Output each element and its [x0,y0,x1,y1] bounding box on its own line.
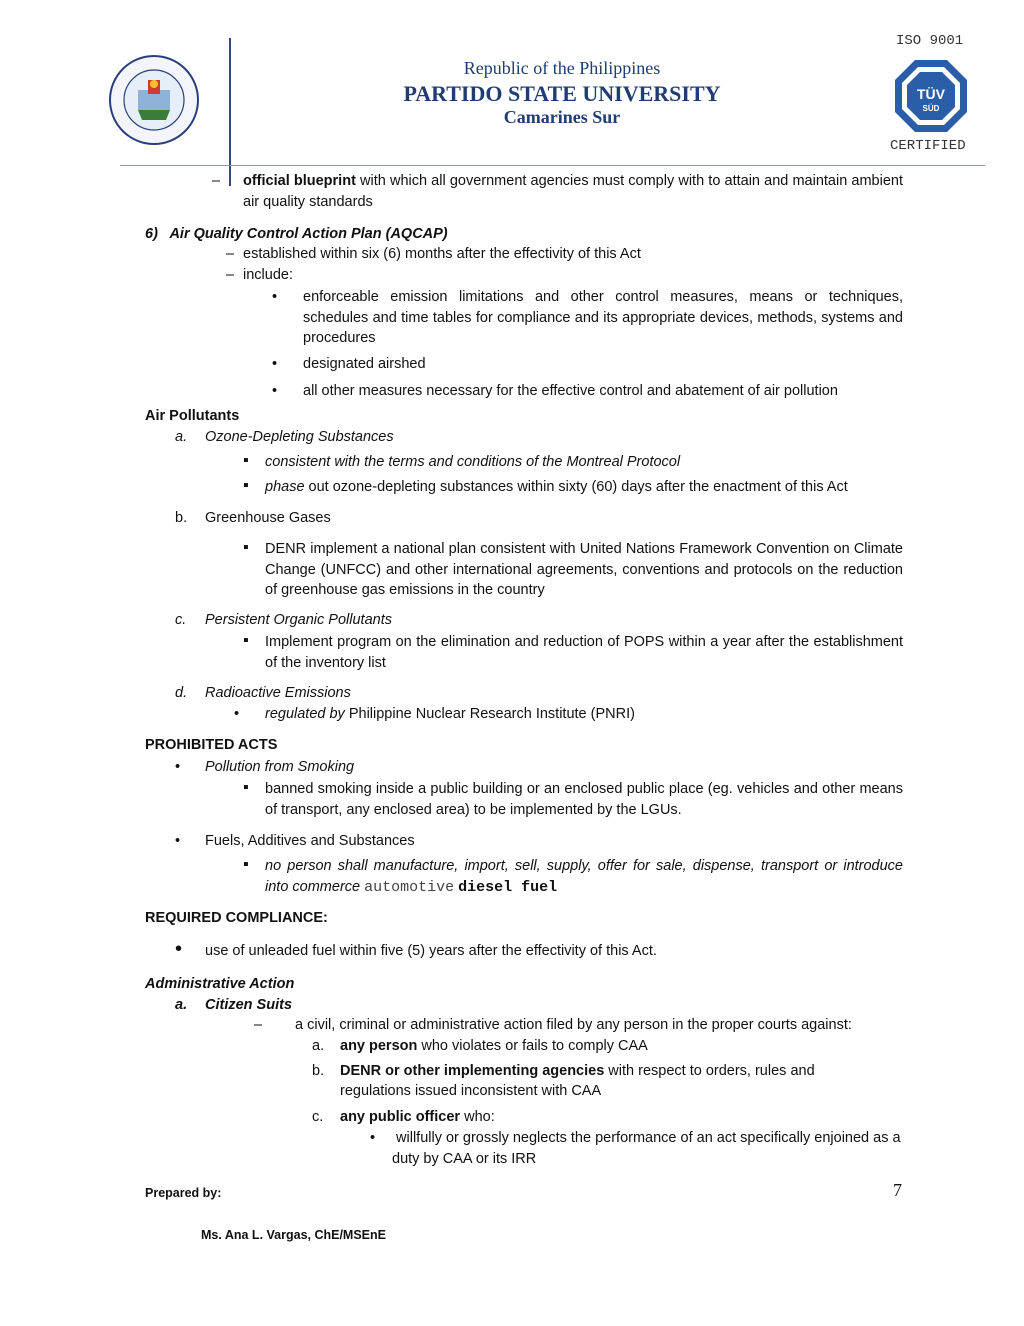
aqcap-heading: 6) Air Quality Control Action Plan (AQCAP) [145,226,448,242]
citizen-title: Citizen Suits [205,997,293,1013]
bullet-marker [234,704,239,724]
university-name: PARTIDO STATE UNIVERSITY [403,81,721,106]
tuv-certification-logo [893,58,969,134]
dash-marker: – [226,267,235,283]
ozone-item-2 [265,477,848,497]
blueprint-paragraph [243,171,903,212]
fuels-item-italic: no person shall manufacture, import, sell, supply, offer for sale, dispense, transport or introduce into commerce [265,858,903,895]
greenhouse-title: Greenhouse Gases [205,510,331,526]
svg-text:TÜV: TÜV [917,86,945,102]
aqcap-bullet-1: enforceable emission limitations and other control measures, means or techniques, schedules and time tables for compliance and its appropriate devices, methods, systems and procedures [303,289,903,346]
sub-item-a-bold: any person [340,1038,418,1054]
sub-item-c-bold: any public officer [340,1109,461,1125]
sub-item-c-bullet: willfully or grossly neglects the performance of an act specifically enjoined as a duty by CAA or its IRR [392,1130,905,1167]
square-bullet [243,631,249,651]
university-seal [108,54,200,146]
aqcap-bullet-3: all other measures necessary for the effective control and abatement of air pollution [303,383,838,399]
citizen-text: a civil, criminal or administrative action filed by any person in the proper courts against: [295,1017,852,1033]
bullet-marker [175,831,180,851]
sub-item-b-rest: with respect to orders, rules and regulations issued inconsistent with CAA [340,1063,815,1099]
admin-heading: Administrative Action [145,976,295,992]
radioactive-item [265,704,635,724]
fuels-item-mono-bold: diesel fuel [458,879,558,896]
svg-text:SÜD: SÜD [922,104,940,113]
required-item: use of unleaded fuel within five (5) years after the effectivity of this Act. [205,943,657,959]
list-label: c. [175,612,187,628]
sub-item-a-rest: who violates or fails to comply CAA [417,1038,648,1054]
certified-label: CERTIFIED [890,138,966,154]
sub-item-b [340,1061,840,1101]
header-rule [120,165,985,166]
aqcap-item-1: established within six (6) months after the effectivity of this Act [243,246,641,262]
bullet-marker [175,757,180,777]
province-line: Camarines Sur [503,107,621,127]
blueprint-bold: official blueprint [243,173,356,189]
pops-item: Implement program on the elimination and reduction of POPS within a year after the establishment of the inventory list [265,634,903,671]
dash-marker: – [254,1017,263,1033]
fuels-item [265,856,903,898]
sub-item-a [340,1036,648,1056]
square-bullet [243,538,249,558]
radioactive-title: Radioactive Emissions [205,685,351,701]
fuels-title: Fuels, Additives and Substances [205,833,415,849]
radioactive-item-rest: Philippine Nuclear Research Institute (PNRI) [344,706,635,722]
bullet-marker [272,354,277,374]
air-pollutants-heading: Air Pollutants [145,408,240,424]
blueprint-text: with which all government agencies must comply with to attain and maintain ambient air quality standards [243,173,904,210]
ozone-item-2-rest: out ozone-depleting substances within sixty (60) days after the enactment of this Act [304,479,848,495]
list-label: a. [312,1038,325,1054]
prepared-by-label: Prepared by: [145,1186,222,1200]
greenhouse-item: DENR implement a national plan consistent with United Nations Framework Convention on Climate Change (UNFCC) and other international agreements, conventions and protocols on the reduction of greenhouse gas emissions in the country [265,541,903,598]
bullet-marker [175,939,182,959]
aqcap-bullet-2: designated airshed [303,356,426,372]
dash-marker: – [226,246,235,262]
ozone-title: Ozone-Depleting Substances [205,429,394,445]
bullet-marker [272,381,277,401]
fuels-item-mono: automotive [364,879,455,896]
square-bullet [243,855,249,875]
republic-line: Republic of the Philippines [463,58,661,78]
ozone-item-1: consistent with the terms and conditions of the Montreal Protocol [265,454,681,470]
list-label: d. [175,685,188,701]
radioactive-item-italic: regulated by [265,706,345,722]
iso-label: ISO 9001 [896,33,964,49]
sub-item-c-rest: who: [460,1109,495,1125]
aqcap-item-2: include: [243,267,293,283]
list-label: b. [175,510,188,526]
bullet-marker [272,287,277,307]
square-bullet [243,778,249,798]
author-name: Ms. Ana L. Vargas, ChE/MSEnE [201,1228,386,1242]
list-label: c. [312,1109,324,1125]
square-bullet [243,451,249,471]
sub-item-b-bold: DENR or other implementing agencies [340,1063,605,1079]
required-heading: REQUIRED COMPLIANCE: [145,910,328,926]
page-number: 7 [893,1180,902,1200]
ozone-item-2-italic: phase [265,479,305,495]
header-vertical-rule [229,38,231,186]
square-bullet [243,476,249,496]
list-label: b. [312,1063,325,1079]
smoking-title: Pollution from Smoking [205,759,355,775]
dash-marker: – [212,173,221,189]
sub-item-c [340,1107,495,1127]
bullet-marker [370,1128,375,1148]
smoking-item: banned smoking inside a public building or an enclosed public place (eg. vehicles and other means of transport, any enclosed area) to be implemented by the LGUs. [265,781,903,818]
pops-title: Persistent Organic Pollutants [205,612,392,628]
prohibited-heading: PROHIBITED ACTS [145,737,278,753]
list-label: a. [175,997,188,1013]
list-label: a. [175,429,188,445]
